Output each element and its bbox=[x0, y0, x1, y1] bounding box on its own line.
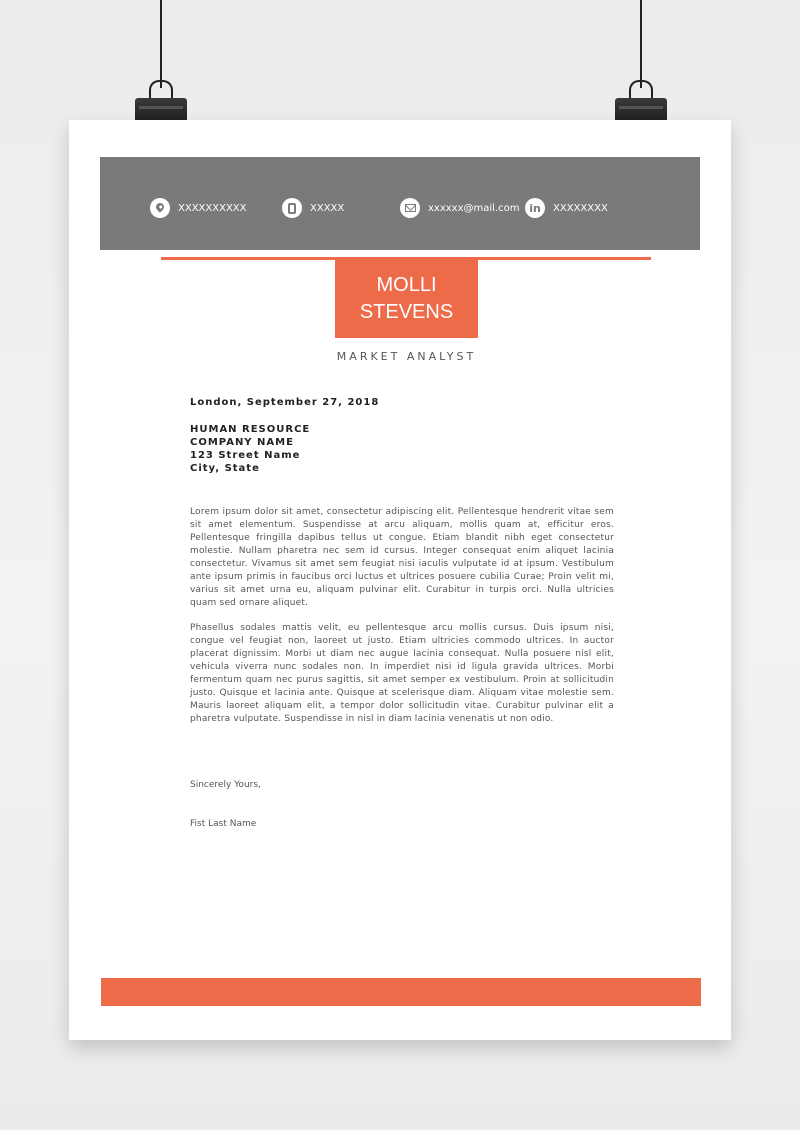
contact-linkedin-value: XXXXXXXX bbox=[553, 202, 608, 214]
hanging-wire-right bbox=[640, 0, 642, 88]
contact-phone-value: XXXXX bbox=[310, 202, 345, 214]
signature-name: Fist Last Name bbox=[190, 819, 257, 829]
hanging-wire-left bbox=[160, 0, 162, 88]
recipient-line: HUMAN RESOURCE bbox=[190, 424, 311, 435]
contact-location-value: XXXXXXXXXX bbox=[178, 202, 247, 214]
recipient-line: City, State bbox=[190, 463, 260, 474]
contact-email-value: xxxxxx@mail.com bbox=[428, 202, 520, 214]
letter-paragraph: Phasellus sodales mattis velit, eu pellentesque arcu mollis cursus. Duis ipsum nisi, congue vel feugiat non, laoreet ut justo. Etiam ultricies commodo ultrices. In auctor placerat dignissim. Morbi ut diam nec augue lacinia consequat. Nulla posuere nisl elit, vehicula viverra nunc sodales non. In imperdiet nisi id ligula gravida ultrices. Morbi fermentum quam nec purus sagittis, sit amet semper ex vestibulum. Proin at sollicitudin justo. Quisque et lacinia ante. Quisque at scelerisque diam. Aliquam vitae molestie sem. Mauris laoreet aliquam elit, a tempor dolor sollicitudin vitae. Curabitur pulvinar elit a pharetra vulputate. Suspendisse in nisl in diam lacinia venenatis ut non odio. bbox=[190, 623, 614, 724]
footer-accent-bar bbox=[101, 978, 701, 1006]
letter-date-line: London, September 27, 2018 bbox=[190, 397, 380, 408]
contact-email bbox=[400, 198, 519, 218]
contact-location bbox=[150, 198, 247, 218]
contact-linkedin bbox=[525, 198, 608, 218]
phone-icon bbox=[282, 198, 302, 218]
contact-phone bbox=[282, 198, 344, 218]
first-name: MOLLI bbox=[376, 274, 437, 296]
contact-header-bar bbox=[100, 157, 700, 250]
last-name: STEVENS bbox=[359, 301, 454, 323]
email-icon bbox=[400, 198, 420, 218]
linkedin-icon: in bbox=[525, 198, 545, 218]
cover-letter-page bbox=[69, 120, 731, 1040]
letter-closing: Sincerely Yours, bbox=[190, 780, 261, 790]
name-block bbox=[335, 260, 478, 338]
job-title: MARKET ANALYST bbox=[336, 350, 477, 363]
location-pin-icon bbox=[150, 198, 170, 218]
recipient-line: 123 Street Name bbox=[190, 450, 301, 461]
recipient-address bbox=[190, 423, 614, 475]
letter-paragraph: Lorem ipsum dolor sit amet, consectetur adipiscing elit. Pellentesque hendrerit vitae sem sit amet elementum. Suspendisse at arcu aliquam, mollis quam at, efficitur eros. Pellentesque fringilla dapibus tellus ut congue. Etiam blandit nibh eget consectetur molestie. Nullam pharetra nec sem id cursus. Integer consequat enim aliquet lacinia consectetur. Vivamus sit amet sem feugiat nisi iaculis vulputate id at ipsum. Vestibulum ante ipsum primis in faucibus orci luctus et ultrices posuere cubilia Curae; Proin velit mi, varius sit amet urna eu, aliquam pulvinar elit. Curabitur in turpis orci. Nulla ultricies quam sed ornare aliquet. bbox=[190, 507, 614, 608]
recipient-line: COMPANY NAME bbox=[190, 437, 294, 448]
